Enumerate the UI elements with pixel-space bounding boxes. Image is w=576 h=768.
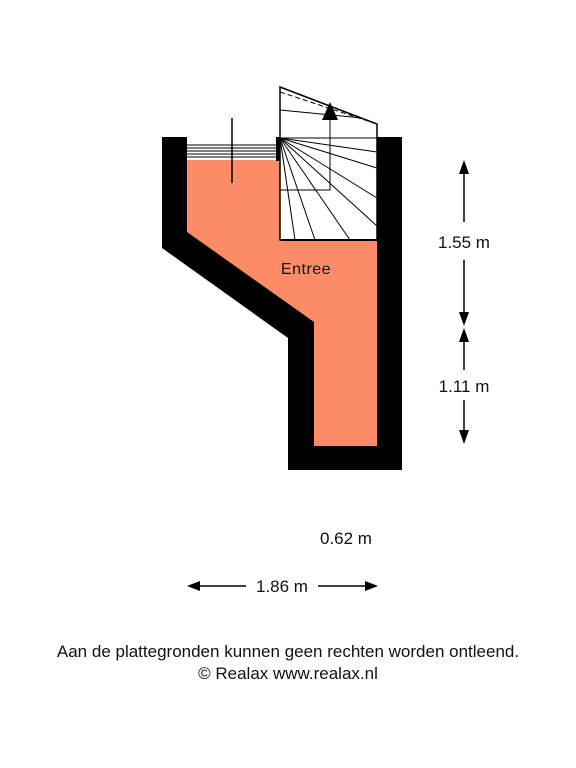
dimension-wall-width-label: 0.62 m: [320, 529, 372, 548]
dimension-vertical-lower-label: 1.11 m: [438, 377, 490, 396]
dimension-vertical-lower: [439, 328, 490, 444]
dimension-arrow-icon: [187, 581, 200, 591]
staircase: [280, 87, 377, 240]
dimension-arrow-icon: [459, 160, 469, 174]
dimension-arrow-icon: [459, 328, 469, 342]
dimension-arrow-icon: [459, 430, 469, 444]
dimension-vertical-upper: [438, 160, 490, 326]
disclaimer-text: Aan de plattegronden kunnen geen rechten worden ontleend.: [56, 642, 520, 661]
dimension-vertical-upper-label: 1.55 m: [438, 233, 490, 252]
dimension-horizontal: [187, 577, 378, 596]
copyright-text: © Realax www.realax.nl: [198, 664, 378, 683]
dimension-horizontal-label: 1.86 m: [256, 577, 308, 596]
dimension-arrow-icon: [365, 581, 378, 591]
dimension-arrow-icon: [459, 312, 469, 326]
room-label: Entree: [280, 261, 332, 278]
